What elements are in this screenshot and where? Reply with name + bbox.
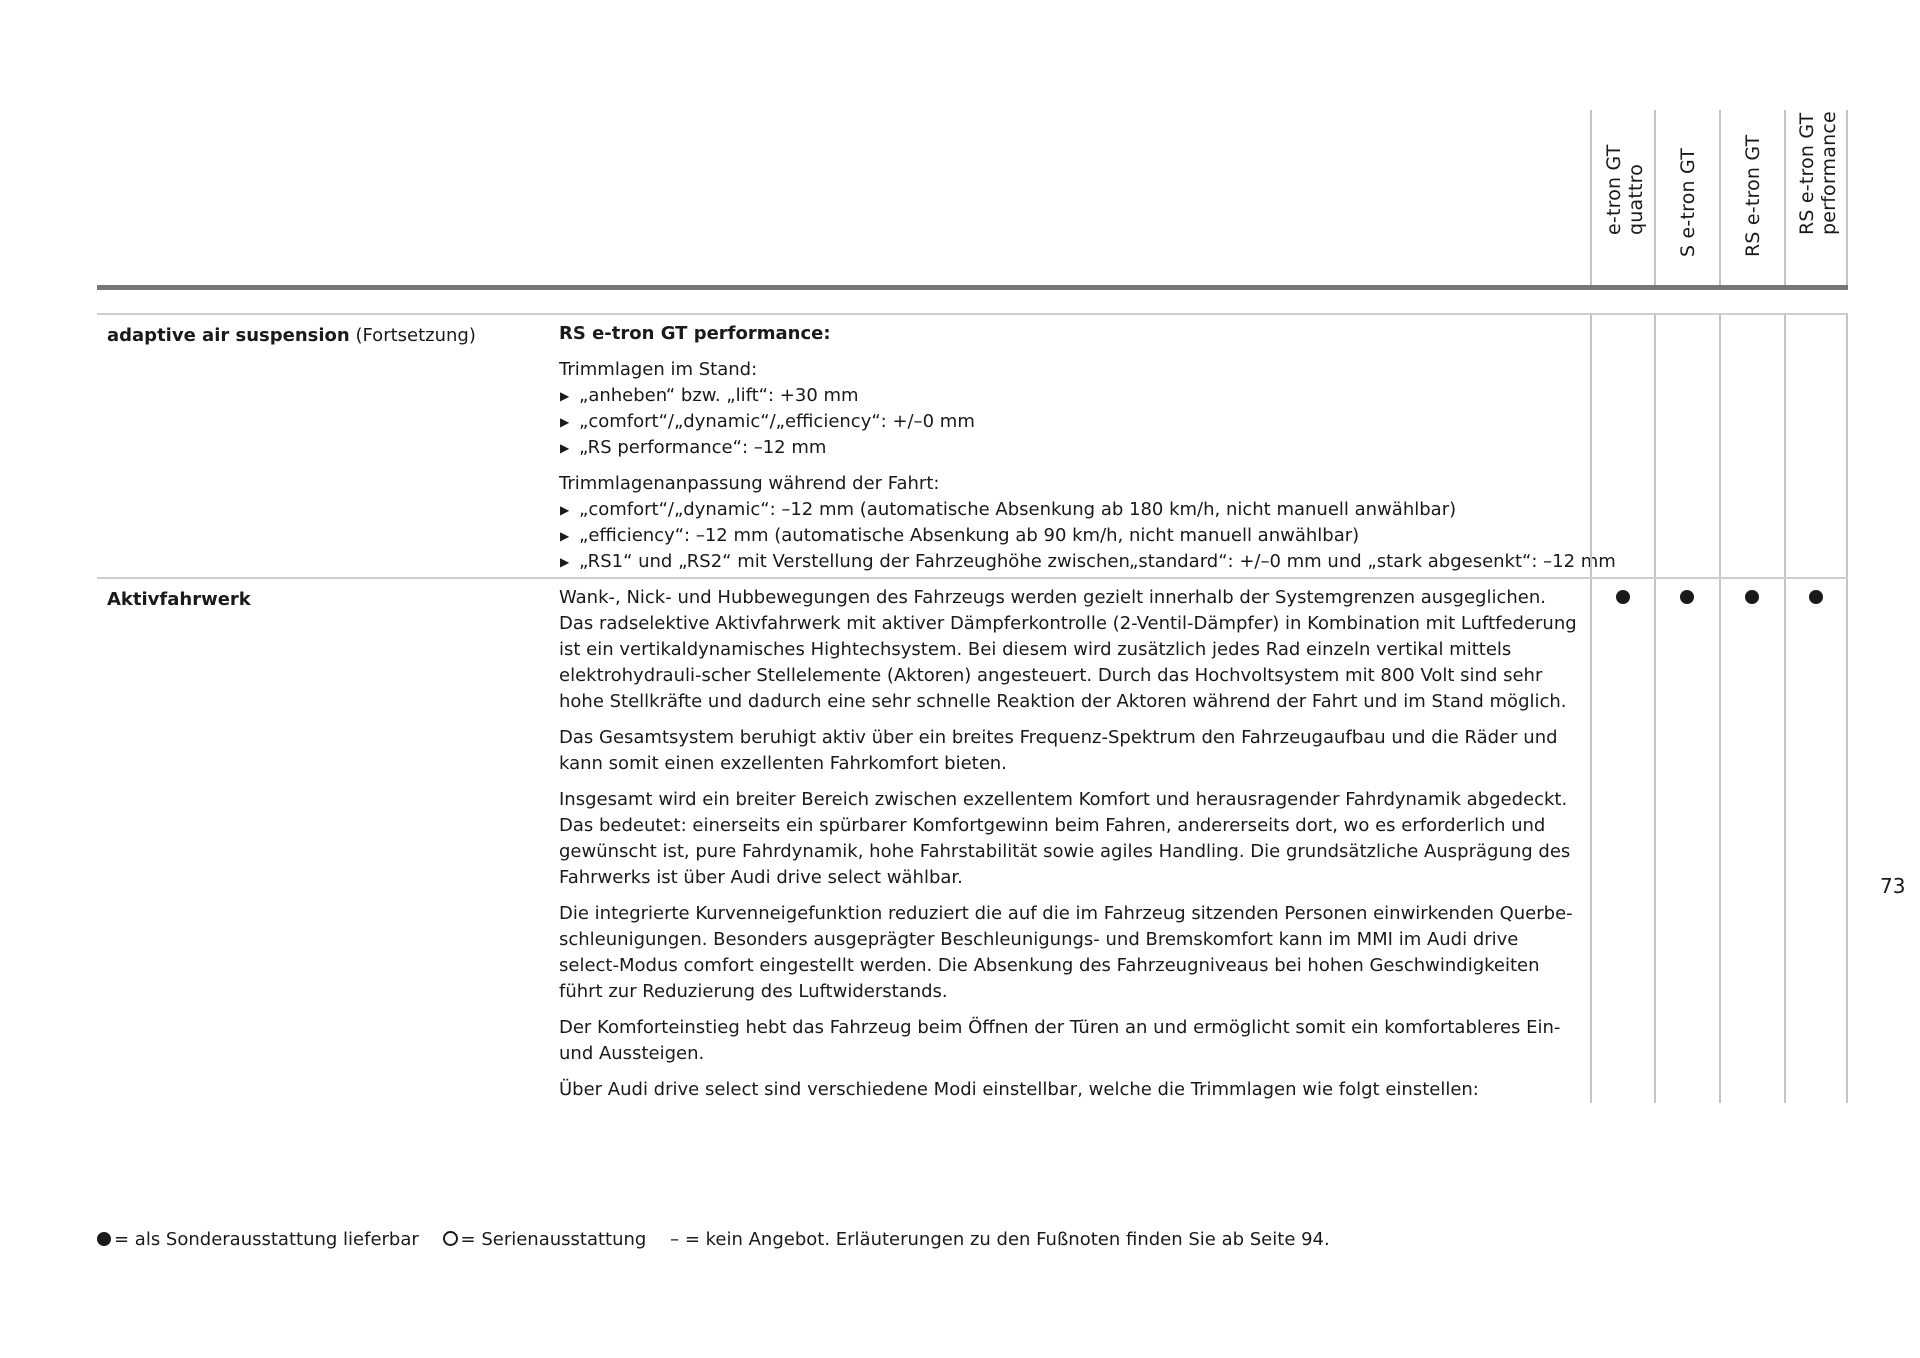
cell-s-etron-gt	[1654, 315, 1718, 577]
legend	[97, 1228, 1348, 1252]
availability-cells	[1590, 579, 1848, 1103]
filled-dot-icon	[1745, 590, 1759, 604]
filled-dot-icon	[97, 1232, 111, 1246]
availability-cells	[1590, 315, 1848, 577]
triangle-bullet-icon: ▶	[560, 415, 570, 429]
triangle-bullet-icon: ▶	[560, 441, 570, 455]
block-heading: Trimmlagen im Stand:	[559, 359, 758, 380]
bullet-list	[559, 497, 1616, 575]
filled-dot-icon	[1680, 590, 1694, 604]
cell-rs-etron-gt	[1719, 315, 1783, 577]
cell-rs-etron-gt	[1719, 579, 1783, 1103]
list-item: ▶ „RS performance“: –12 mm	[559, 435, 1584, 461]
column-header-rs-etron-gt	[1719, 110, 1783, 287]
feature-description	[559, 321, 1616, 575]
cell-etron-gt-quattro	[1590, 315, 1654, 577]
description-paragraph: Der Komforteinstieg hebt das Fahrzeug beim Öffnen der Türen an und ermöglicht somit ein komfortableres Ein- und Aussteigen.	[559, 1017, 1561, 1064]
triangle-bullet-icon: ▶	[560, 529, 570, 543]
cell-rs-etron-gt-performance	[1784, 579, 1848, 1103]
table-row-adaptive-air-suspension	[97, 313, 1848, 577]
dash-icon: –	[670, 1229, 680, 1250]
filled-dot-icon	[1809, 590, 1823, 604]
bullet-list	[559, 383, 1584, 461]
feature-description	[559, 585, 1584, 1113]
description-paragraph: Die integrierte Kurvenneigefunktion reduziert die auf die im Fahrzeug sitzenden Personen einwirkenden Querbe-schleunigungen. Besonders ausgeprägter Beschleunigungs- und Bremskomfort kann im MMI im Audi drive select-Modus comfort eingestellt werden. Die Absenkung des Fahrzeugniveaus bei hohen Geschwindigkeiten führt zur Reduzierung des Luftwiderstands.	[559, 903, 1573, 1002]
legend-optional: = als Sonderausstattung lieferbar	[97, 1228, 419, 1252]
description-paragraph: Insgesamt wird ein breiter Bereich zwischen exzellentem Komfort und herausragender Fahrdynamik abgedeckt. Das bedeutet: einerseits ein spürbarer Komfortgewinn beim Fahren, andererseits dort, wo es erforderlich und gewünscht ist, pure Fahrdynamik, hohe Fahrstabilität sowie agiles Handling. Die grundsätzliche Ausprägung des Fahrwerks ist über Audi drive select wählbar.	[559, 789, 1571, 888]
list-item: ▶ „comfort“/„dynamic“: –12 mm (automatische Absenkung ab 180 km/h, nicht manuell anwählbar)	[559, 497, 1584, 523]
column-label: e-tron GT quattro	[1603, 144, 1647, 235]
cell-rs-etron-gt-performance	[1784, 315, 1848, 577]
header-divider	[97, 285, 1848, 290]
feature-name: adaptive air suspension (Fortsetzung)	[107, 325, 476, 346]
feature-name: Aktivfahrwerk	[107, 589, 251, 610]
block-heading: Trimmlagenanpassung während der Fahrt:	[559, 473, 940, 494]
legend-none: – = kein Angebot. Erläuterungen zu den Fußnoten finden Sie ab Seite 94.	[670, 1229, 1330, 1250]
triangle-bullet-icon: ▶	[560, 503, 570, 517]
legend-standard: = Serienausstattung	[443, 1228, 647, 1252]
column-header-rs-etron-gt-performance	[1784, 110, 1848, 287]
description-paragraph: Wank-, Nick- und Hubbewegungen des Fahrzeugs werden gezielt innerhalb der Systemgrenzen ausgeglichen. Das radselektive Aktivfahrwerk mit aktiver Dämpferkontrolle (2-Ventil-Dämpfer) in Kombination mit Luftfederung ist ein vertikaldynamisches Hightechsystem. Bei diesem wird zusätzlich jedes Rad einzeln vertikal mittels elektrohydrauli-scher Stellelemente (Aktoren) angesteuert. Durch das Hochvoltsystem mit 800 Volt sind sehr hohe Stellkräfte und dadurch eine sehr schnelle Reaktion der Aktoren während der Fahrt und im Stand möglich.	[559, 587, 1577, 712]
open-circle-icon	[443, 1231, 458, 1246]
triangle-bullet-icon: ▶	[560, 555, 570, 569]
table-row-aktivfahrwerk	[97, 577, 1848, 1103]
model-column-headers	[1590, 110, 1848, 287]
list-item: ▶ „anheben“ bzw. „lift“: +30 mm	[559, 383, 1584, 409]
description-paragraph: Das Gesamtsystem beruhigt aktiv über ein breites Frequenz-Spektrum den Fahrzeugaufbau und die Räder und kann somit einen exzellenten Fahrkomfort bieten.	[559, 727, 1558, 774]
filled-dot-icon	[1616, 590, 1630, 604]
list-item: ▶ „efficiency“: –12 mm (automatische Absenkung ab 90 km/h, nicht manuell anwählbar)	[559, 523, 1584, 549]
column-label: RS e-tron GT	[1742, 134, 1764, 257]
cell-s-etron-gt	[1654, 579, 1718, 1103]
column-header-etron-gt-quattro	[1590, 110, 1654, 287]
column-label: RS e-tron GT performance	[1796, 111, 1840, 235]
triangle-bullet-icon: ▶	[560, 389, 570, 403]
list-item: ▶ „comfort“/„dynamic“/„efficiency“: +/–0 mm	[559, 409, 1584, 435]
column-label: S e-tron GT	[1677, 147, 1699, 257]
description-paragraph: Über Audi drive select sind verschiedene Modi einstellbar, welche die Trimmlagen wie folgt einstellen:	[559, 1079, 1479, 1100]
column-header-s-etron-gt	[1654, 110, 1718, 287]
spec-table	[97, 313, 1848, 1103]
model-subtitle: RS e-tron GT performance:	[559, 323, 831, 344]
list-item: ▶ „RS1“ und „RS2“ mit Verstellung der Fahrzeughöhe zwischen„standard“: +/–0 mm und „stark abgesenkt“: –12 mm	[559, 549, 1584, 575]
page-number: 73	[1880, 874, 1906, 898]
cell-etron-gt-quattro	[1590, 579, 1654, 1103]
